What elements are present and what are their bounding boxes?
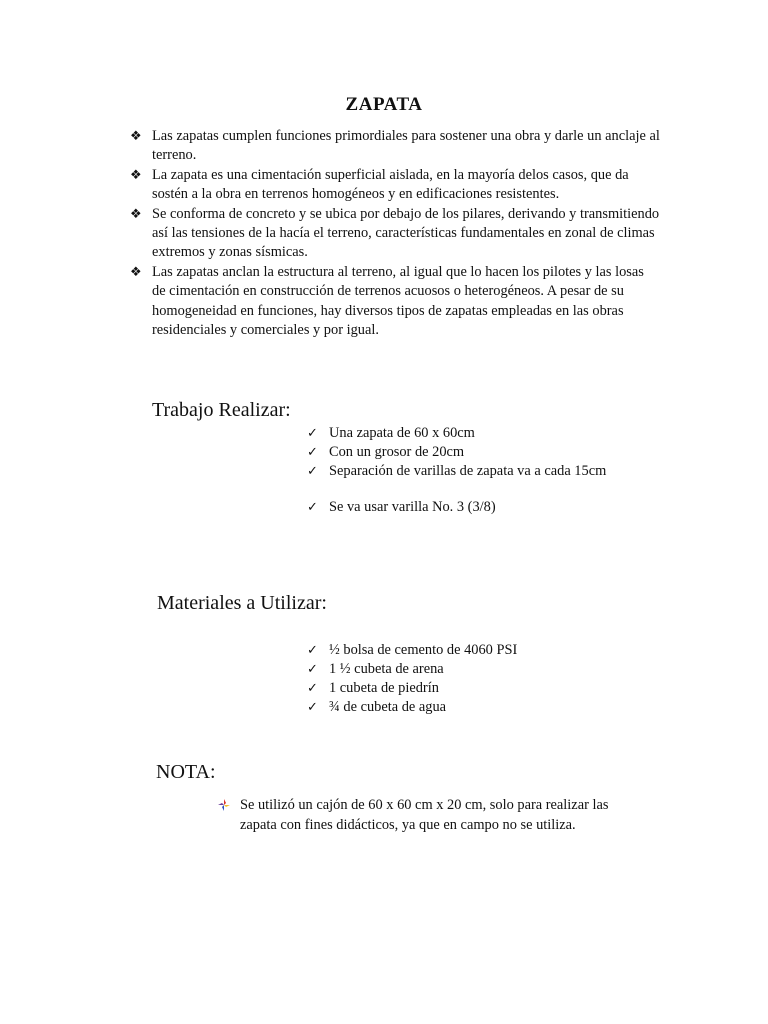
list-item-text: Se va usar varilla No. 3 (3/8) <box>329 499 496 515</box>
list-item <box>218 795 648 835</box>
checkmark-icon: ✓ <box>307 426 318 441</box>
diamond-cluster-icon: ❖ <box>130 206 142 222</box>
list-item <box>307 443 606 462</box>
list-item <box>307 641 517 660</box>
list-item <box>307 498 606 517</box>
list-item <box>307 679 517 698</box>
list-item <box>130 127 660 166</box>
list-item-text: Separación de varillas de zapata va a cada 15cm <box>329 463 607 479</box>
trabajo-heading: Trabajo Realizar: <box>152 399 291 421</box>
checkmark-icon: ✓ <box>307 700 318 715</box>
list-item-text: Una zapata de 60 x 60cm <box>329 425 475 441</box>
nota-text: Se utilizó un cajón de 60 x 60 cm x 20 cm, solo para realizar las zapata con fines didácticos, ya que en campo no se utiliza. <box>240 797 609 833</box>
list-item <box>130 166 660 205</box>
intro-list <box>130 127 660 340</box>
list-item-text: Las zapatas anclan la estructura al terreno, al igual que lo hacen los pilotes y las losas de cimentación en construcción de terrenos acuosos o heterogéneos. A pesar de su homogeneidad en funciones, hay diversos tipos de zapatas empleadas en las obras residenciales y comerciales y por igual. <box>152 263 644 339</box>
list-item-text: La zapata es una cimentación superficial aislada, en la mayoría delos casos, que da sostén a la obra en terrenos homogéneos y en edificaciones resistentes. <box>152 166 629 203</box>
checkmark-icon: ✓ <box>307 445 318 460</box>
trabajo-list <box>307 424 606 517</box>
list-item-text: Con un grosor de 20cm <box>329 444 465 460</box>
list-item-text: ¾ de cubeta de agua <box>329 699 447 715</box>
diamond-cluster-icon: ❖ <box>130 264 142 280</box>
list-item-text: Se conforma de concreto y se ubica por debajo de los pilares, derivando y transmitiendo así las tensiones de la hacía el terreno, características fundamentales en zonal de climas extremos y zonas sísmicas. <box>152 205 660 261</box>
list-item <box>307 462 606 481</box>
list-item-text: 1 ½ cubeta de arena <box>329 661 444 677</box>
list-item-text: 1 cubeta de piedrín <box>329 680 439 696</box>
checkmark-icon: ✓ <box>307 681 318 696</box>
checkmark-icon: ✓ <box>307 643 318 658</box>
list-item <box>130 263 660 341</box>
checkmark-icon: ✓ <box>307 464 318 479</box>
list-item-text: Las zapatas cumplen funciones primordiales para sostener una obra y darle un anclaje al terreno. <box>152 128 660 164</box>
materiales-list <box>307 641 517 717</box>
checkmark-icon: ✓ <box>307 662 318 677</box>
list-item <box>307 424 606 443</box>
diamond-cluster-icon: ❖ <box>130 129 142 144</box>
nota-block <box>218 795 648 835</box>
nota-heading: NOTA: <box>156 761 216 783</box>
checkmark-icon: ✓ <box>307 500 318 515</box>
document-title: ZAPATA <box>345 94 423 115</box>
pinwheel-icon <box>218 799 230 811</box>
list-item <box>307 660 517 679</box>
list-item <box>307 698 517 717</box>
list-item-text: ½ bolsa de cemento de 4060 PSI <box>329 642 518 658</box>
diamond-cluster-icon: ❖ <box>130 167 142 183</box>
materiales-heading: Materiales a Utilizar: <box>157 592 327 614</box>
list-item <box>130 205 660 263</box>
